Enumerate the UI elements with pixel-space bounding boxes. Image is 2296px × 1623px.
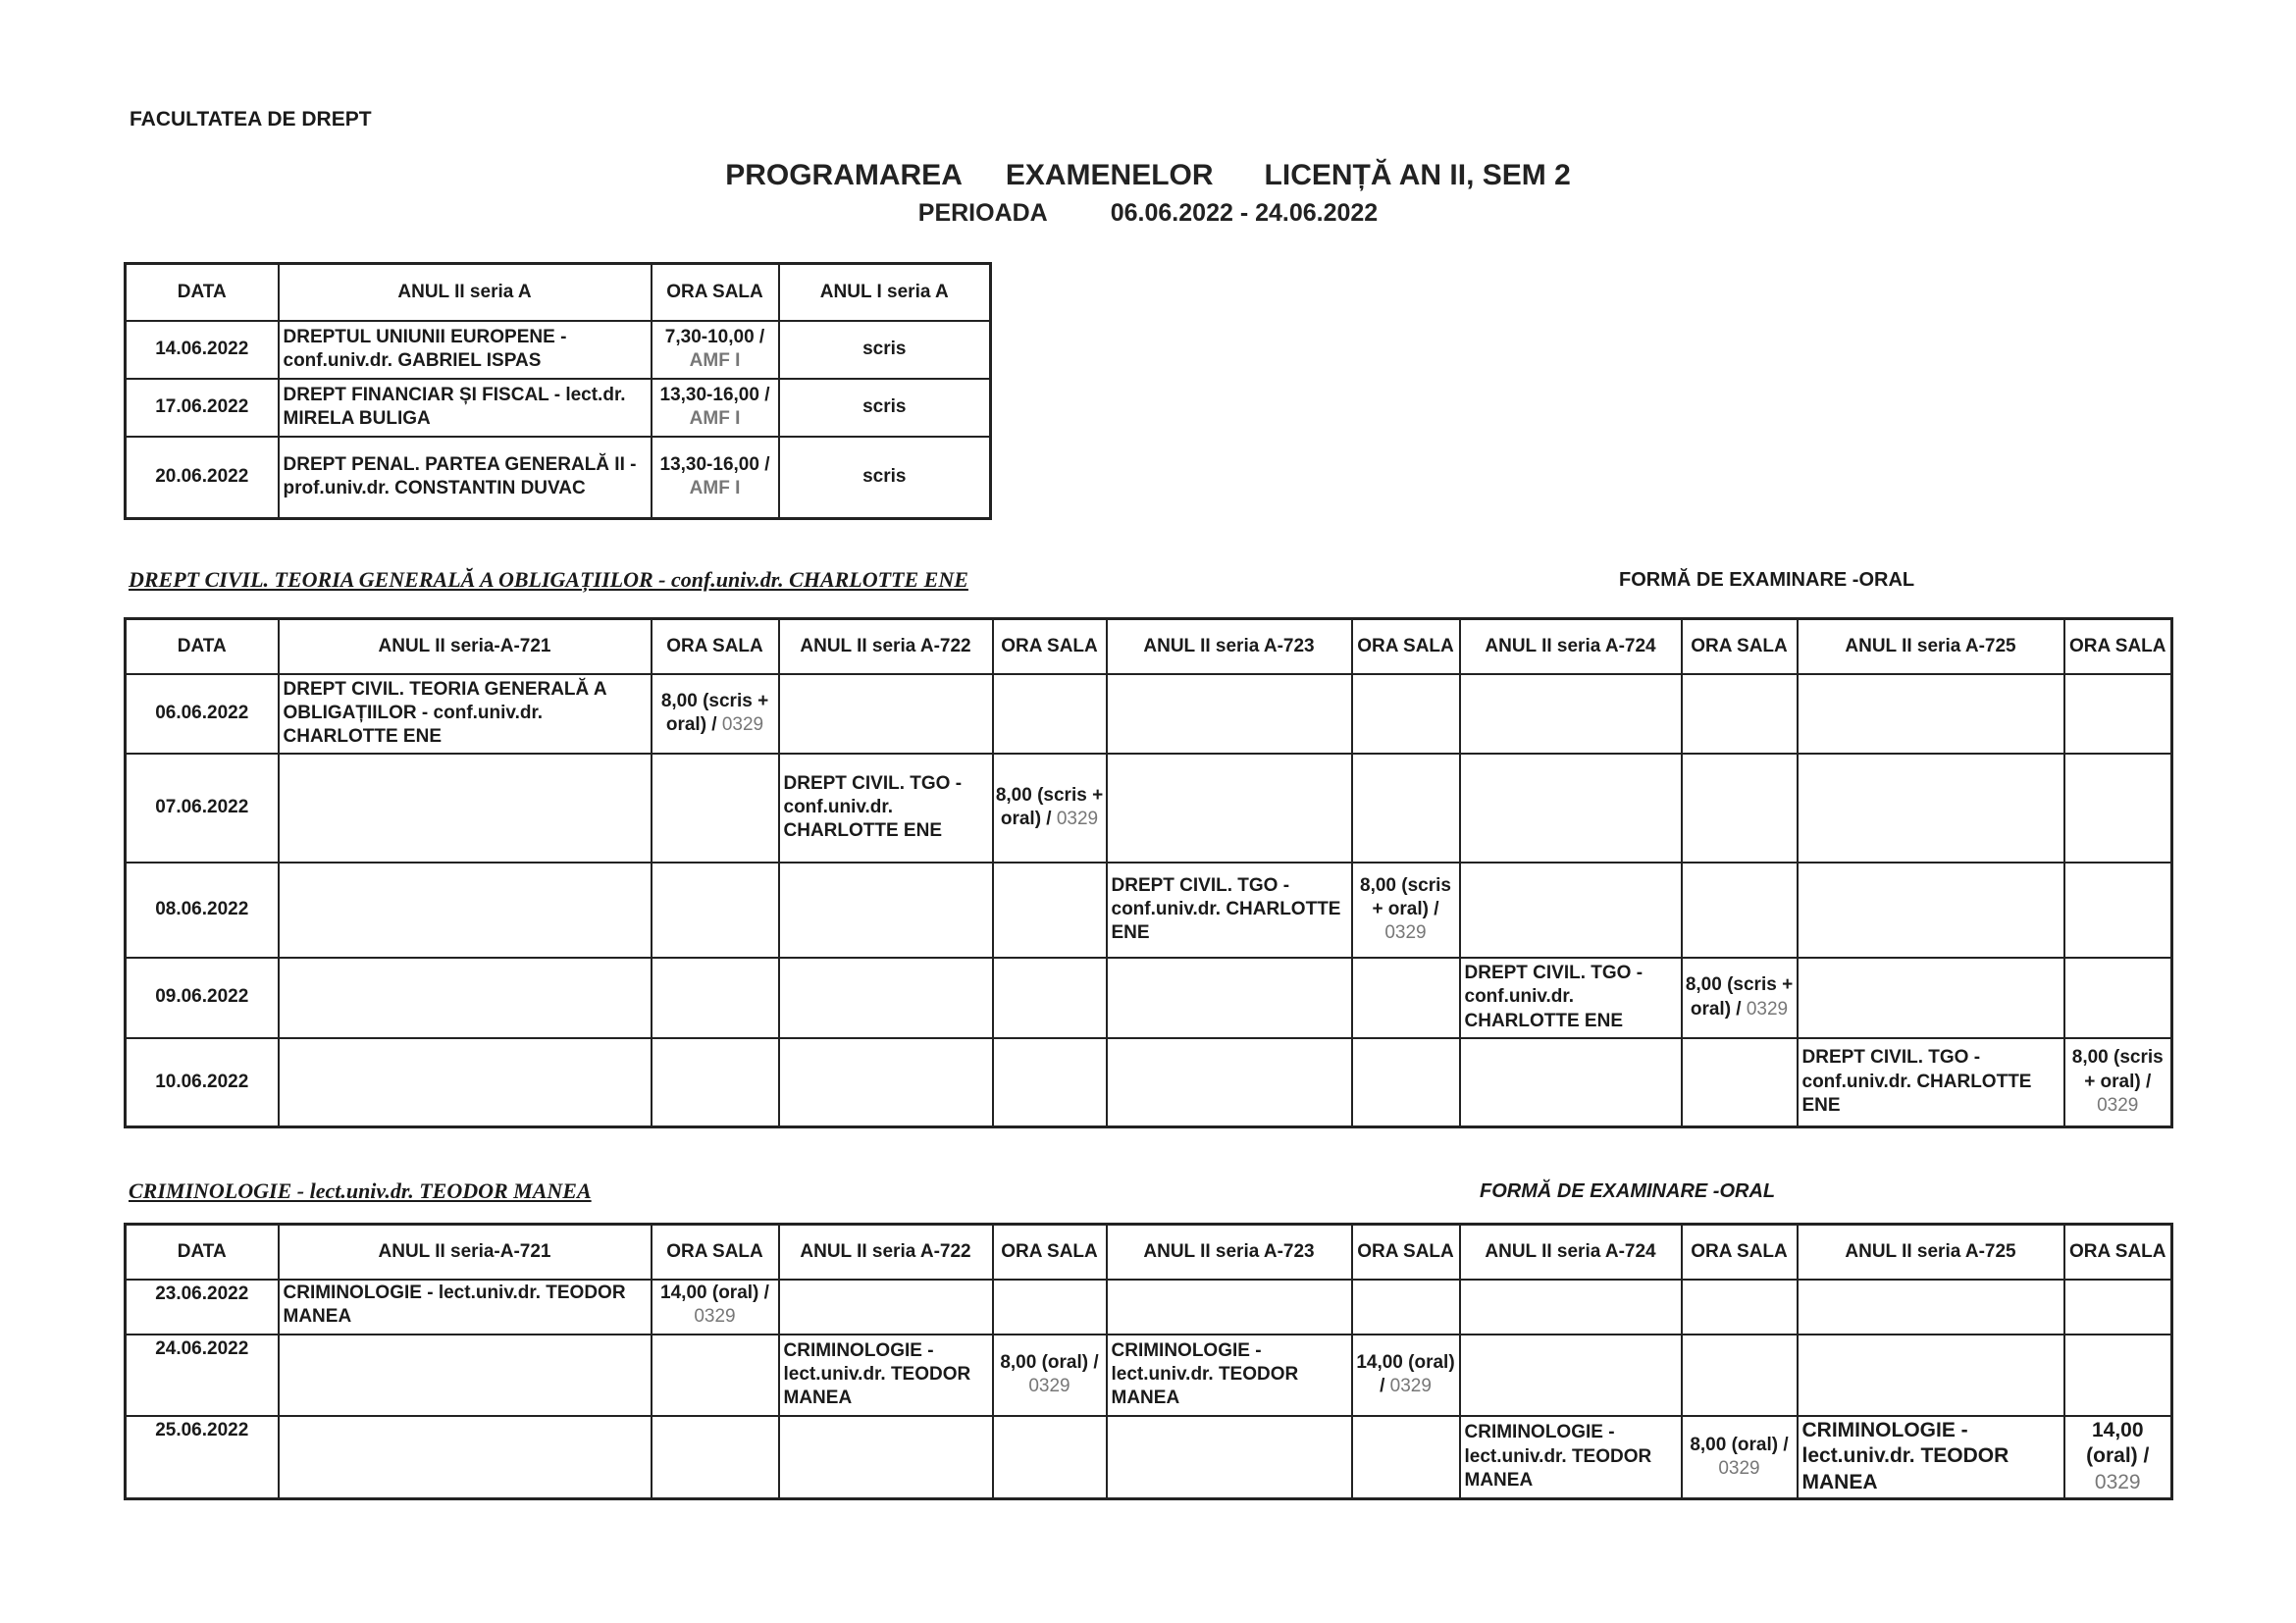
empty-cell	[1460, 1335, 1682, 1416]
exam-room: 0329	[1746, 998, 1789, 1020]
col-header-seria-723: ANUL II seria A-723	[1107, 1225, 1352, 1280]
empty-cell	[779, 863, 993, 958]
empty-cell	[1352, 754, 1460, 863]
subject-cell: DREPT CIVIL. TGO - conf.univ.dr. CHARLOTTE ENE	[1107, 863, 1352, 958]
empty-cell	[2064, 674, 2172, 754]
date-cell: 07.06.2022	[126, 754, 279, 863]
empty-cell	[652, 958, 779, 1038]
empty-cell	[279, 1335, 652, 1416]
empty-cell	[2064, 1335, 2172, 1416]
empty-cell	[1352, 674, 1460, 754]
empty-cell	[993, 1280, 1107, 1335]
col-header-ora-sala: ORA SALA	[1352, 1225, 1460, 1280]
subject-cell: CRIMINOLOGIE - lect.univ.dr. TEODOR MANEA	[279, 1280, 652, 1335]
exam-time: 8,00 (scris + oral) /	[660, 690, 769, 735]
exam-room: 0329	[1384, 922, 1427, 944]
empty-cell	[1798, 1280, 2064, 1335]
empty-cell	[1107, 1416, 1352, 1499]
col-header-seria-722: ANUL II seria A-722	[779, 1225, 993, 1280]
empty-cell	[779, 674, 993, 754]
exam-time: 8,00 (scris + oral) /	[1360, 874, 1451, 919]
table-header-row	[126, 264, 991, 321]
col-header-seria-722: ANUL II seria A-722	[779, 619, 993, 674]
col-header-ora-sala: ORA SALA	[1682, 619, 1798, 674]
col-header-seria-725: ANUL II seria A-725	[1798, 1225, 2064, 1280]
empty-cell	[1107, 674, 1352, 754]
subject-cell: DREPT CIVIL. TGO - conf.univ.dr. CHARLOTTE ENE	[779, 754, 993, 863]
col-header-ora-sala: ORA SALA	[652, 264, 779, 321]
time-room-cell	[652, 674, 779, 754]
title-part-examenelor: EXAMENELOR	[1005, 159, 1214, 191]
col-header-seria-724: ANUL II seria A-724	[1460, 619, 1682, 674]
col-header-ora-sala: ORA SALA	[652, 1225, 779, 1280]
empty-cell	[1798, 863, 2064, 958]
empty-cell	[1352, 958, 1460, 1038]
col-header-ora-sala: ORA SALA	[2064, 619, 2172, 674]
col-header-ora-sala: ORA SALA	[1682, 1225, 1798, 1280]
table-row	[126, 379, 991, 437]
date-cell: 24.06.2022	[126, 1335, 279, 1416]
exam-table-drept-civil	[124, 617, 2173, 1128]
empty-cell	[779, 1038, 993, 1127]
empty-cell	[1682, 1335, 1798, 1416]
exam-time: 14,00 (oral) /	[2086, 1418, 2150, 1468]
col-header-anul-i-seria-a: ANUL I seria A	[779, 264, 991, 321]
col-header-anul-ii-seria-a: ANUL II seria A	[279, 264, 652, 321]
table-row	[126, 1335, 2172, 1416]
subject-cell: DREPT PENAL. PARTEA GENERALĂ II - prof.univ.dr. CONSTANTIN DUVAC	[279, 437, 652, 519]
empty-cell	[779, 1280, 993, 1335]
exam-form-cell: scris	[779, 321, 991, 379]
time-room-cell	[1352, 1335, 1460, 1416]
exam-table-criminologie	[124, 1223, 2173, 1500]
date-cell: 20.06.2022	[126, 437, 279, 519]
exam-time: 8,00 (scris + oral) /	[1685, 974, 1794, 1020]
empty-cell	[1460, 754, 1682, 863]
empty-cell	[1798, 958, 2064, 1038]
empty-cell	[2064, 1280, 2172, 1335]
empty-cell	[652, 1038, 779, 1127]
exam-time: 13,30-16,00 /	[659, 384, 770, 405]
exam-time: 8,00 (oral) /	[1000, 1351, 1099, 1373]
exam-room: 0329	[1056, 809, 1099, 829]
time-room-cell	[652, 321, 779, 379]
empty-cell	[1798, 754, 2064, 863]
empty-cell	[279, 1038, 652, 1127]
empty-cell	[993, 1038, 1107, 1127]
exam-time: 8,00 (scris + oral) /	[2071, 1047, 2164, 1092]
empty-cell	[1798, 674, 2064, 754]
col-header-ora-sala: ORA SALA	[1352, 619, 1460, 674]
exam-table-general	[124, 262, 992, 520]
col-header-seria-725: ANUL II seria A-725	[1798, 619, 2064, 674]
col-header-ora-sala: ORA SALA	[993, 619, 1107, 674]
col-header-ora-sala: ORA SALA	[993, 1225, 1107, 1280]
title-part-licenta: LICENȚĂ AN II, SEM 2	[1264, 159, 1571, 191]
empty-cell	[779, 958, 993, 1038]
table-row	[126, 754, 2172, 863]
subject-cell: CRIMINOLOGIE - lect.univ.dr. TEODOR MANEA	[1798, 1416, 2064, 1499]
time-room-cell	[993, 1335, 1107, 1416]
empty-cell	[1352, 1280, 1460, 1335]
time-room-cell	[1682, 958, 1798, 1038]
time-room-cell	[2064, 1416, 2172, 1499]
table-row	[126, 1280, 2172, 1335]
table-row	[126, 958, 2172, 1038]
empty-cell	[1460, 863, 1682, 958]
empty-cell	[779, 1416, 993, 1499]
col-header-seria-724: ANUL II seria A-724	[1460, 1225, 1682, 1280]
title-part-programarea: PROGRAMAREA	[725, 159, 963, 191]
empty-cell	[1107, 1038, 1352, 1127]
exam-room: 0329	[694, 1305, 736, 1327]
empty-cell	[279, 754, 652, 863]
table-header-row	[126, 1225, 2172, 1280]
time-room-cell	[2064, 1038, 2172, 1127]
empty-cell	[1460, 1280, 1682, 1335]
empty-cell	[652, 1335, 779, 1416]
table-row	[126, 437, 991, 519]
subject-cell: DREPT CIVIL. TEORIA GENERALĂ A OBLIGAȚIILOR - conf.univ.dr. CHARLOTTE ENE	[279, 674, 652, 754]
exam-time: 14,00 (oral) /	[660, 1282, 769, 1303]
empty-cell	[993, 958, 1107, 1038]
date-cell: 09.06.2022	[126, 958, 279, 1038]
empty-cell	[993, 1416, 1107, 1499]
exam-time: 8,00 (scris + oral) /	[995, 784, 1104, 829]
subject-cell: CRIMINOLOGIE - lect.univ.dr. TEODOR MANEA	[779, 1335, 993, 1416]
empty-cell	[279, 863, 652, 958]
table-row	[126, 674, 2172, 754]
empty-cell	[1798, 1335, 2064, 1416]
empty-cell	[1352, 1038, 1460, 1127]
date-cell: 10.06.2022	[126, 1038, 279, 1127]
exam-time: 13,30-16,00 /	[659, 453, 770, 475]
col-header-data: DATA	[126, 1225, 279, 1280]
table-row	[126, 1416, 2172, 1499]
empty-cell	[1460, 674, 1682, 754]
table-row	[126, 321, 991, 379]
exam-time: 14,00 (oral) /	[1356, 1351, 1455, 1396]
empty-cell	[1107, 1280, 1352, 1335]
time-room-cell	[652, 1280, 779, 1335]
empty-cell	[652, 863, 779, 958]
table-row	[126, 863, 2172, 958]
empty-cell	[1682, 674, 1798, 754]
table-row	[126, 1038, 2172, 1127]
empty-cell	[279, 1416, 652, 1499]
empty-cell	[993, 674, 1107, 754]
exam-period	[0, 199, 2296, 228]
section-heading-criminologie: CRIMINOLOGIE - lect.univ.dr. TEODOR MANEA	[129, 1178, 592, 1203]
time-room-cell	[1682, 1416, 1798, 1499]
empty-cell	[1460, 1038, 1682, 1127]
subject-cell: DREPT FINANCIAR ȘI FISCAL - lect.dr. MIRELA BULIGA	[279, 379, 652, 437]
empty-cell	[2064, 863, 2172, 958]
date-cell: 14.06.2022	[126, 321, 279, 379]
empty-cell	[652, 754, 779, 863]
col-header-data: DATA	[126, 619, 279, 674]
date-cell: 17.06.2022	[126, 379, 279, 437]
col-header-ora-sala: ORA SALA	[652, 619, 779, 674]
col-header-seria-721: ANUL II seria-A-721	[279, 1225, 652, 1280]
exam-room: AMF I	[689, 350, 741, 371]
empty-cell	[1107, 958, 1352, 1038]
exam-room: 0329	[1028, 1376, 1070, 1396]
subject-cell: CRIMINOLOGIE - lect.univ.dr. TEODOR MANEA	[1107, 1335, 1352, 1416]
exam-room: 0329	[721, 714, 764, 735]
exam-form-label: FORMĂ DE EXAMINARE -ORAL	[1480, 1180, 1776, 1202]
date-cell: 08.06.2022	[126, 863, 279, 958]
empty-cell	[279, 958, 652, 1038]
empty-cell	[652, 1416, 779, 1499]
exam-room: AMF I	[689, 408, 741, 429]
exam-room: 0329	[2094, 1471, 2141, 1494]
col-header-ora-sala: ORA SALA	[2064, 1225, 2172, 1280]
document-title	[0, 159, 2296, 192]
empty-cell	[1682, 1280, 1798, 1335]
exam-time: 8,00 (oral) /	[1690, 1434, 1789, 1455]
exam-form-cell: scris	[779, 437, 991, 519]
empty-cell	[2064, 754, 2172, 863]
empty-cell	[2064, 958, 2172, 1038]
col-header-seria-723: ANUL II seria A-723	[1107, 619, 1352, 674]
exam-room: 0329	[2097, 1094, 2139, 1116]
section-heading-drept-civil: DREPT CIVIL. TEORIA GENERALĂ A OBLIGAȚIILOR - conf.univ.dr. CHARLOTTE ENE	[129, 567, 968, 592]
exam-form-cell: scris	[779, 379, 991, 437]
col-header-data: DATA	[126, 264, 279, 321]
time-room-cell	[652, 379, 779, 437]
exam-time: 7,30-10,00 /	[664, 326, 765, 347]
empty-cell	[1107, 754, 1352, 863]
period-value: 06.06.2022 - 24.06.2022	[1110, 199, 1379, 227]
exam-room: 0329	[1718, 1457, 1760, 1479]
period-label: PERIOADA	[917, 199, 1048, 227]
date-cell: 25.06.2022	[126, 1416, 279, 1499]
empty-cell	[1682, 863, 1798, 958]
subject-cell: DREPTUL UNIUNII EUROPENE - conf.univ.dr. GABRIEL ISPAS	[279, 321, 652, 379]
time-room-cell	[652, 437, 779, 519]
col-header-seria-721: ANUL II seria-A-721	[279, 619, 652, 674]
time-room-cell	[1352, 863, 1460, 958]
faculty-name: FACULTATEA DE DREPT	[130, 108, 372, 131]
subject-cell: DREPT CIVIL. TGO - conf.univ.dr. CHARLOTTE ENE	[1798, 1038, 2064, 1127]
time-room-cell	[993, 754, 1107, 863]
exam-room: 0329	[1389, 1376, 1432, 1396]
empty-cell	[1682, 1038, 1798, 1127]
date-cell: 06.06.2022	[126, 674, 279, 754]
exam-room: AMF I	[689, 478, 741, 499]
exam-form-label: FORMĂ DE EXAMINARE -ORAL	[1619, 569, 1915, 591]
empty-cell	[993, 863, 1107, 958]
table-header-row	[126, 619, 2172, 674]
empty-cell	[1682, 754, 1798, 863]
subject-cell: CRIMINOLOGIE - lect.univ.dr. TEODOR MANEA	[1460, 1416, 1682, 1499]
empty-cell	[1352, 1416, 1460, 1499]
subject-cell: DREPT CIVIL. TGO - conf.univ.dr. CHARLOTTE ENE	[1460, 958, 1682, 1038]
date-cell: 23.06.2022	[126, 1280, 279, 1335]
